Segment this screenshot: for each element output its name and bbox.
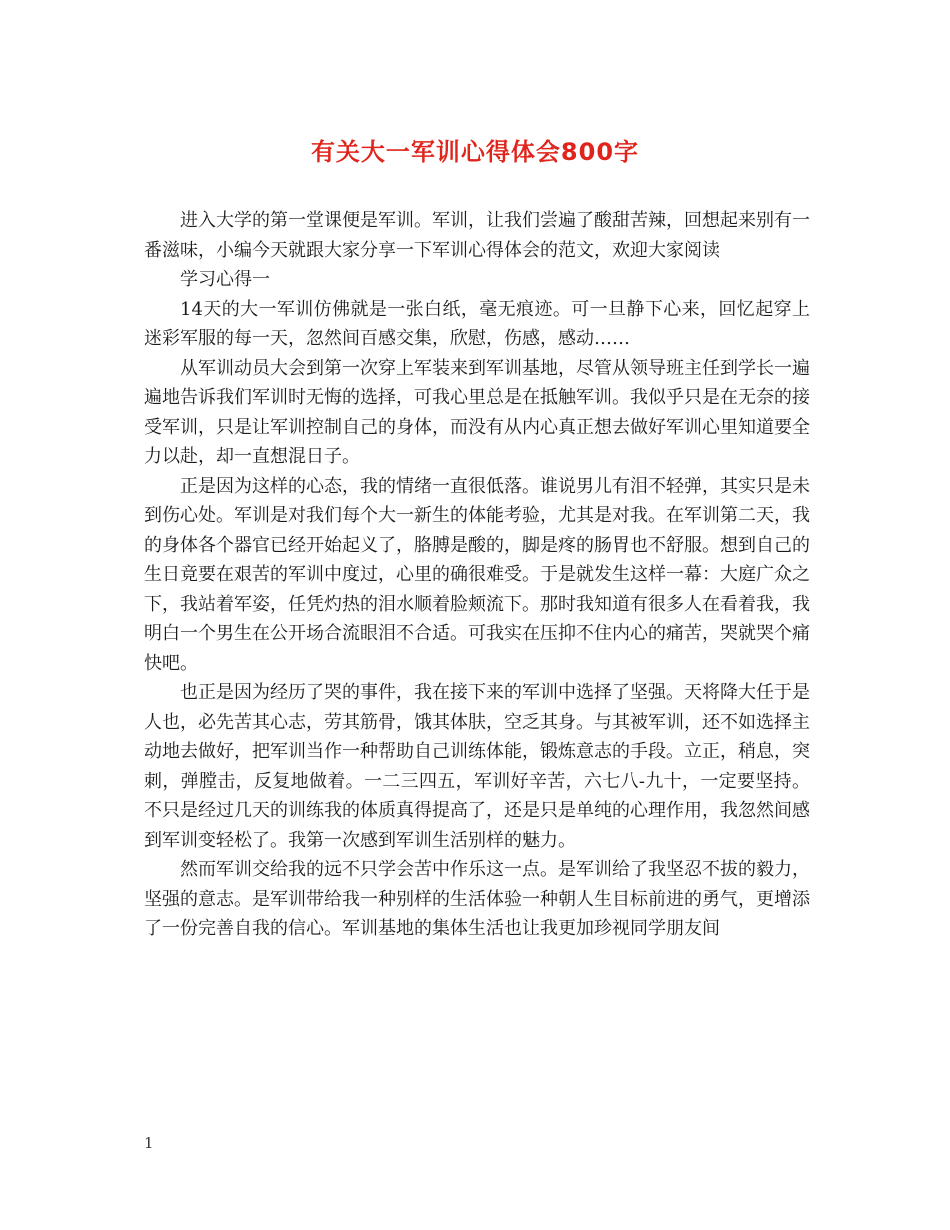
document-title: 有关大一军训心得体会800字 [310,138,640,166]
paragraph: 然而军训交给我的远不只学会苦中作乐这一点。是军训给了我坚忍不拔的毅力，坚强的意志。是军训带给我一种别样的生活体验一种朝人生目标前进的勇气，更增添了一份完善自我的信心。军训基地的集体生活也让我更加珍视同学朋友间 [144,859,810,939]
document-body [144,206,810,944]
paragraph: 14天的大一军训仿佛就是一张白纸，毫无痕迹。可一旦静下心来，回忆起穿上迷彩军服的每一天，忽然间百感交集，欣慰，伤感，感动…… [144,298,810,349]
paragraph: 正是因为这样的心态，我的情绪一直很低落。谁说男儿有泪不轻弹，其实只是未到伤心处。军训是对我们每个大一新生的体能考验，尤其是对我。在军训第二天，我的身体各个器官已经开始起义了，胳膊是酸的，脚是疼的肠胃也不舒服。想到自己的生日竟要在艰苦的军训中度过，心里的确很难受。于是就发生这样一幕：大庭广众之下，我站着军姿，任凭灼热的泪水顺着脸颊流下。那时我知道有很多人在看着我，我明白一个男生在公开场合流眼泪不合适。可我实在压抑不住内心的痛苦，哭就哭个痛快吧。 [144,475,810,674]
paragraph-intro: 进入大学的第一堂课便是军训。军训，让我们尝遍了酸甜苦辣，回想起来别有一番滋味，小编今天就跟大家分享一下军训心得体会的范文，欢迎大家阅读 [144,210,810,261]
paragraph: 也正是因为经历了哭的事件，我在接下来的军训中选择了坚强。天将降大任于是人也，必先苦其心志，劳其筋骨，饿其体肤，空乏其身。与其被军训，还不如选择主动地去做好，把军训当作一种帮助自己训练体能，锻炼意志的手段。立正，稍息，突刺，弹膛击，反复地做着。一二三四五，军训好辛苦，六七八-九十，一定要坚持。不只是经过几天的训练我的体质真得提高了，还是只是单纯的心理作用，我忽然间感到军训变轻松了。我第一次感到军训生活别样的魅力。 [144,682,810,851]
page-number: 1 [144,1134,154,1152]
paragraph: 从军训动员大会到第一次穿上军装来到军训基地，尽管从领导班主任到学长一遍遍地告诉我们军训时无悔的选择，可我心里总是在抵触军训。我似乎只是在无奈的接受军训，只是让军训控制自己的身体，而没有从内心真正想去做好军训心里知道要全力以赴，却一直想混日子。 [144,357,810,467]
section-heading: 学习心得一 [180,269,270,290]
